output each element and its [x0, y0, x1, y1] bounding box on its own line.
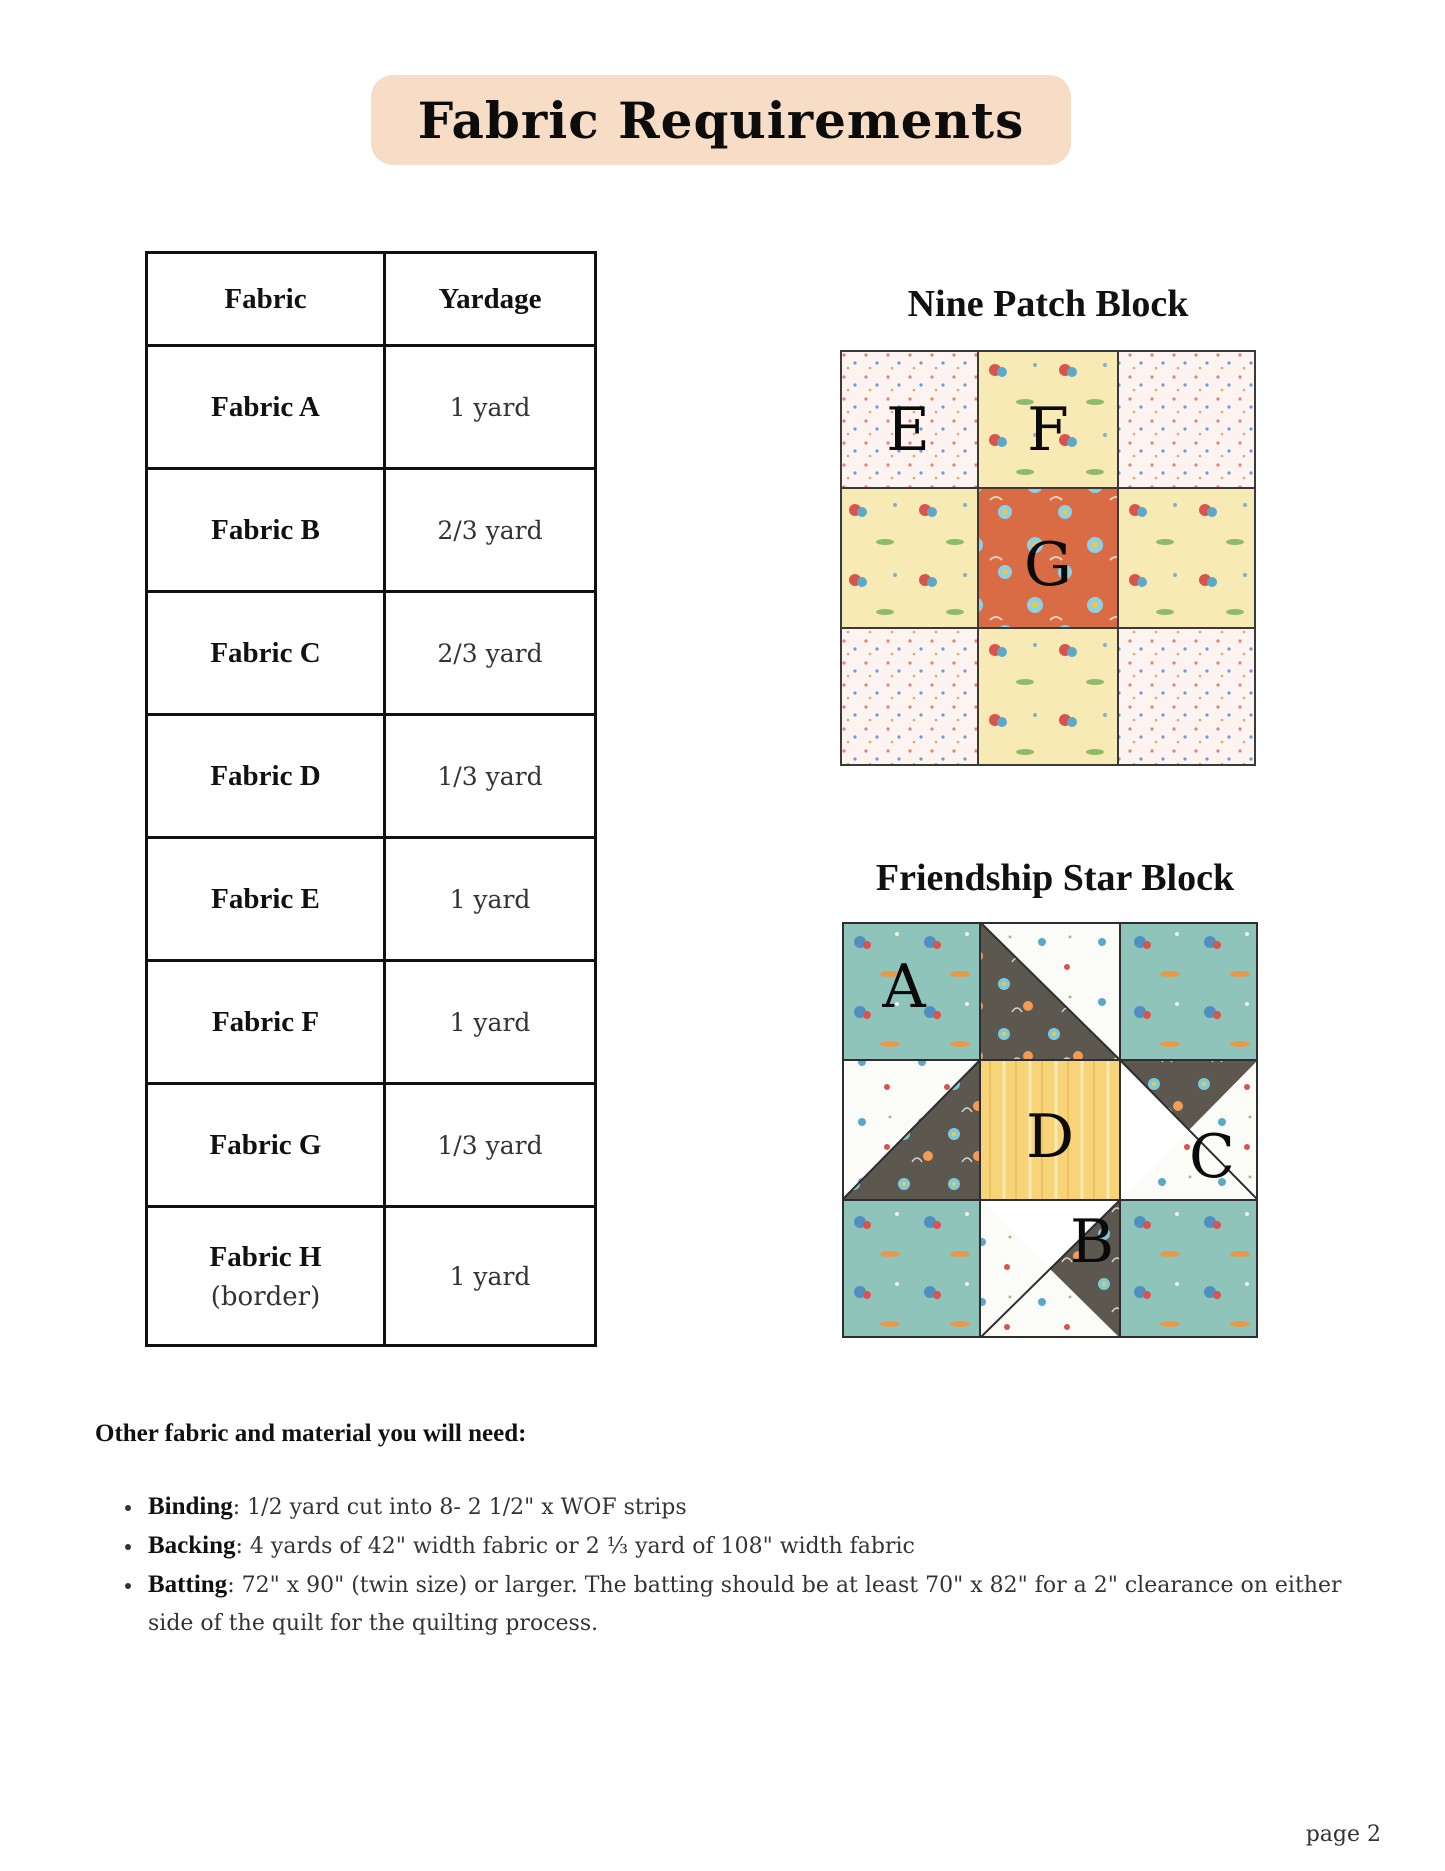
yardage-cell: 1/3 yard	[385, 715, 596, 838]
fabric-note: (border)	[210, 1281, 321, 1312]
page-number: page 2	[1305, 1822, 1381, 1847]
table-row	[147, 961, 596, 1084]
yardage-cell: 2/3 yard	[385, 469, 596, 592]
page-title: Fabric Requirements	[417, 90, 1025, 150]
header-fabric: Fabric	[147, 253, 385, 346]
item-text: : 72" x 90" (twin size) or larger. The batting should be at least 70" x 82" for a 2" clearance on either side of the quilt for the quilting process.	[148, 1573, 1342, 1636]
fabric-cell: Fabric D	[147, 715, 385, 838]
item-label: Backing	[148, 1532, 236, 1559]
nine-patch-title: Nine Patch Block	[907, 283, 1189, 325]
list-item	[144, 1566, 1354, 1643]
fabric-cell: Fabric G	[147, 1084, 385, 1207]
other-materials-heading: Other fabric and material you will need:	[95, 1420, 527, 1447]
friendship-star-title: Friendship Star Block	[875, 857, 1235, 899]
label-e: E	[886, 395, 930, 465]
table-row	[147, 469, 596, 592]
yardage-cell: 1/3 yard	[385, 1084, 596, 1207]
table-row	[147, 715, 596, 838]
yardage-cell: 1 yard	[385, 1207, 596, 1346]
yardage-cell: 1 yard	[385, 961, 596, 1084]
fabric-name: Fabric H	[209, 1240, 322, 1273]
item-text: : 1/2 yard cut into 8- 2 1/2" x WOF strips	[232, 1495, 687, 1520]
label-b: B	[1069, 1207, 1115, 1277]
fabric-cell: Fabric B	[147, 469, 385, 592]
item-text: : 4 yards of 42" width fabric or 2 ⅓ yard of 108" width fabric	[235, 1534, 915, 1559]
table-header-row	[147, 253, 596, 346]
list-item	[144, 1527, 1354, 1566]
fabric-cell: Fabric C	[147, 592, 385, 715]
item-label: Batting	[148, 1571, 228, 1598]
item-label: Binding	[148, 1493, 233, 1520]
fabric-cell: Fabric F	[147, 961, 385, 1084]
table-row	[147, 838, 596, 961]
table-row	[147, 346, 596, 469]
materials-list	[118, 1488, 1354, 1643]
label-g: G	[1024, 530, 1072, 600]
fabric-cell: Fabric E	[147, 838, 385, 961]
yardage-cell: 2/3 yard	[385, 592, 596, 715]
table-row	[147, 1084, 596, 1207]
table-row	[147, 1207, 596, 1346]
fabric-cell: Fabric A	[147, 346, 385, 469]
table-row	[147, 592, 596, 715]
label-a: A	[882, 952, 926, 1022]
label-c: C	[1189, 1122, 1235, 1192]
fabric-requirements-table	[145, 251, 597, 1347]
yardage-cell: 1 yard	[385, 838, 596, 961]
label-f: F	[1027, 395, 1069, 465]
nine-patch-block	[840, 350, 1256, 766]
fabric-cell	[147, 1207, 385, 1346]
friendship-star-block	[842, 922, 1258, 1338]
label-d: D	[1025, 1102, 1075, 1172]
list-item	[144, 1488, 1354, 1527]
title-banner	[371, 75, 1071, 165]
yardage-cell: 1 yard	[385, 346, 596, 469]
header-yardage: Yardage	[385, 253, 596, 346]
